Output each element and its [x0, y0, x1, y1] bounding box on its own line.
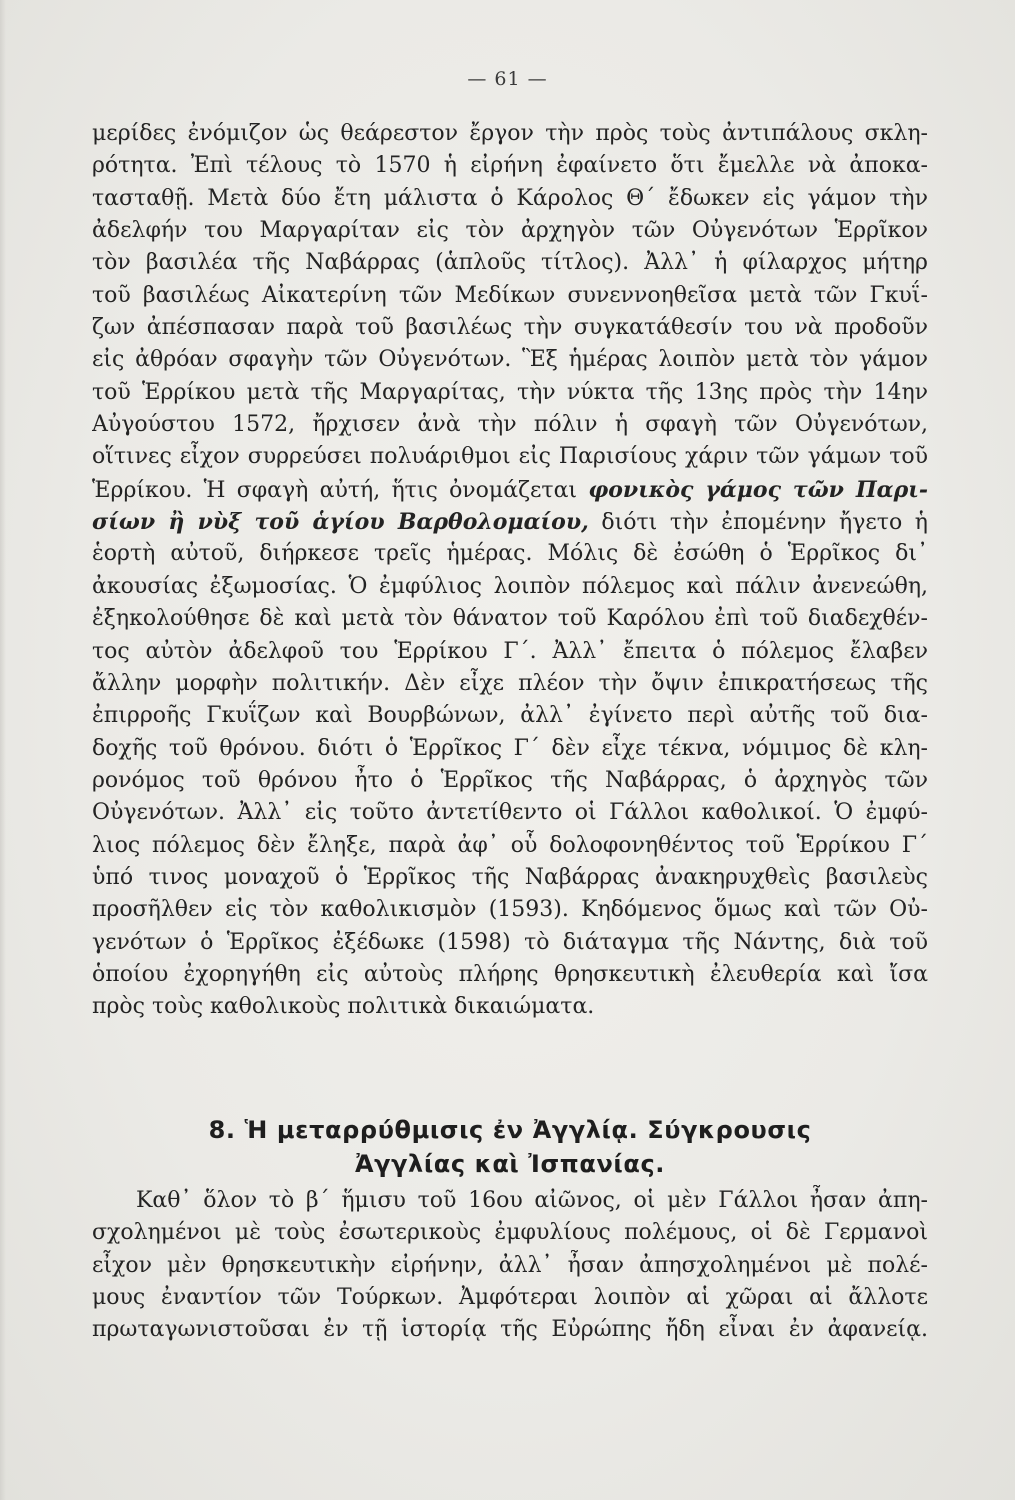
text-line: Αὐγούστου 1572, ἤρχισεν ἀνὰ τὴν πόλιν ἡ σφαγὴ τῶν Οὐγενότων, — [92, 412, 928, 438]
page-gutter-shadow — [0, 0, 6, 1500]
text-line: σχολημένοι μὲ τοὺς ἐσωτερικοὺς ἐμφυλίους πολέμους, οἱ δὲ Γερμανοὶ — [92, 1220, 928, 1246]
text-line: τοῦ βασιλέως Αἰκατερίνη τῶν Μεδίκων συνεννοηθεῖσα μετὰ τῶν Γκυΐ- — [92, 282, 928, 308]
paragraph-sixteenth-century — [92, 1185, 928, 1347]
text-line: ἀδελφήν του Μαργαρίταν εἰς τὸν ἀρχηγὸν τῶν Οὐγενότων Ἑρρῖκον — [92, 218, 928, 244]
text-run: Ἑρρίκου. Ἡ σφαγὴ αὐτή, ἥτις ὀνομάζεται — [92, 477, 578, 503]
text-line: ἄλλην μορφὴν πολιτικήν. Δὲν εἶχε πλέον τὴν ὄψιν ἐπικρατήσεως τῆς — [92, 670, 928, 696]
text-line: ὑπό τινος μοναχοῦ ὁ Ἑρρῖκος τῆς Ναβάρρας ἀνακηρυχθεὶς βασιλεὺς — [92, 864, 928, 890]
text-line: μερίδες ἐνόμιζον ὡς θεάρεστον ἔργον τὴν πρὸς τοὺς ἀντιπάλους σκλη- — [92, 121, 928, 146]
paragraph-saint-bartholomew — [92, 118, 928, 1024]
text-line: ρότητα. Ἐπὶ τέλους τὸ 1570 ἡ εἰρήνη ἐφαίνετο ὅτι ἔμελλε νὰ ἀποκα- — [92, 153, 928, 179]
emphasized-term: φονικὸς γάμος τῶν Παρι- — [588, 476, 928, 503]
page-number: — 61 — — [467, 68, 548, 90]
section-heading: 8. Ἡ μεταρρύθμισις ἐν Ἀγγλίᾳ. Σύγκρουσις — [208, 1116, 812, 1144]
text-line: λιος πόλεμος δὲν ἔληξε, παρὰ ἀφ᾽ οὗ δολοφονηθέντος τοῦ Ἑρρίκου Γ΄ — [92, 832, 928, 858]
text-line: εἶχον μὲν θρησκευτικὴν εἰρήνην, ἀλλ᾽ ἦσαν ἀπησχολημένοι μὲ πολέ- — [92, 1252, 928, 1278]
text-line-with-emphasis — [92, 474, 928, 506]
text-line: ρονόμος τοῦ θρόνου ἦτο ὁ Ἑρρῖκος τῆς Ναβάρρας, ὁ ἀρχηγὸς τῶν — [92, 767, 928, 793]
text-line: δοχῆς τοῦ θρόνου. διότι ὁ Ἑρρῖκος Γ΄ δὲν εἶχε τέκνα, νόμιμος δὲ κλη- — [92, 735, 928, 761]
text-line: Καθ᾽ ὅλον τὸ β΄ ἥμισυ τοῦ 16ου αἰῶνος, οἱ μὲν Γάλλοι ἦσαν ἀπη- — [136, 1188, 928, 1213]
text-line: γενότων ὁ Ἑρρῖκος ἐξέδωκε (1598) τὸ διάταγμα τῆς Νάντης, διὰ τοῦ — [92, 929, 928, 955]
text-line: ἀκουσίας ἐξωμοσίας. Ὁ ἐμφύλιος λοιπὸν πόλεμος καὶ πάλιν ἀνενεώθη, — [92, 573, 928, 599]
text-line: τὸν βασιλέα τῆς Ναβάρρας (ἁπλοῦς τίτλος). Ἀλλ᾽ ἡ φίλαρχος μήτηρ — [92, 250, 928, 276]
section-heading-continued: Ἀγγλίας καὶ Ἰσπανίας. — [354, 1150, 666, 1178]
text-line: πρὸς τοὺς καθολικοὺς πολιτικὰ δικαιώματα. — [92, 994, 595, 1020]
text-line: οἵτινες εἶχον συρρεύσει πολυάριθμοι εἰς Παρισίους χάριν τῶν γάμων τοῦ — [92, 444, 928, 470]
text-line: ἑορτὴ αὐτοῦ, διήρκεσε τρεῖς ἡμέρας. Μόλις δὲ ἐσώθη ὁ Ἑρρῖκος δι᾽ — [92, 541, 928, 567]
text-line: ἐξηκολούθησε δὲ καὶ μετὰ τὸν θάνατον τοῦ Καρόλου ἐπὶ τοῦ διαδεχθέν- — [92, 606, 928, 632]
text-line: τοῦ Ἑρρίκου μετὰ τῆς Μαργαρίτας, τὴν νύκτα τῆς 13ης πρὸς τὴν 14ην — [92, 379, 928, 405]
text-line: τασταθῇ. Μετὰ δύο ἔτη μάλιστα ὁ Κάρολος Θ΄ ἔδωκεν εἰς γάμον τὴν — [92, 185, 928, 211]
text-line: ὁποίου ἐχορηγήθη εἰς αὐτοὺς πλήρης θρησκευτικὴ ἐλευθερία καὶ ἴσα — [92, 961, 928, 987]
emphasized-term: σίων ἢ νὺξ τοῦ ἁγίου Βαρθολομαίου, — [92, 509, 589, 536]
text-run: διότι τὴν ἐπομένην ἤγετο ἡ — [601, 510, 928, 536]
text-line: εἰς ἀθρόαν σφαγὴν τῶν Οὐγενότων. Ἓξ ἡμέρας λοιπὸν μετὰ τὸν γάμον — [92, 347, 928, 373]
text-line: Οὐγενότων. Ἀλλ᾽ εἰς τοῦτο ἀντετίθεντο οἱ Γάλλοι καθολικοί. Ὁ ἐμφύ- — [92, 800, 928, 826]
text-line: ζων ἀπέσπασαν παρὰ τοῦ βασιλέως τὴν συγκατάθεσίν του νὰ προδοῦν — [92, 315, 928, 341]
text-line: πρωταγωνιστοῦσαι ἐν τῇ ἱστορίᾳ τῆς Εὐρώπης ἤδη εἶναι ἐν ἀφανείᾳ. — [92, 1317, 928, 1343]
text-line: ἐπιρροῆς Γκυΐζων καὶ Βουρβώνων, ἀλλ᾽ ἐγίνετο περὶ αὐτῆς τοῦ δια- — [92, 703, 928, 729]
text-line: προσῆλθεν εἰς τὸν καθολικισμὸν (1593). Κηδόμενος ὅμως καὶ τῶν Οὐ- — [92, 897, 928, 923]
text-line-with-emphasis — [92, 506, 928, 538]
text-line: τος αὐτὸν ἀδελφοῦ του Ἑρρίκου Γ΄. Ἀλλ᾽ ἔπειτα ὁ πόλεμος ἔλαβεν — [92, 638, 928, 664]
text-line: μους ἐναντίον τῶν Τούρκων. Ἀμφότεραι λοιπὸν αἱ χῶραι αἱ ἄλλοτε — [92, 1285, 928, 1311]
